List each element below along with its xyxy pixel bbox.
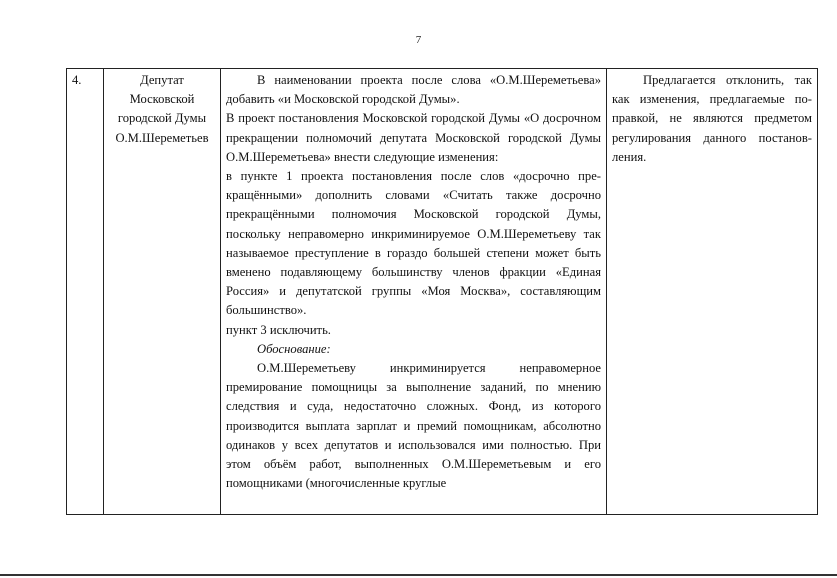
author-line: Депутат bbox=[140, 73, 184, 87]
amendments-table bbox=[66, 68, 818, 515]
justification-text: О.М.Шереметьеву инкриминируется неправомерное премирование помощницы за выполнение заданий, по мнению следствия и суда, недостаточно сложных. Фонд, из которого производится выплата зарплат и премий помощникам, абсолютно одинаков у всех депутатов и использовался ими полностью. При этом объём работ, выполненных О.М.Шереметьевым и его помощниками (многочисленные круглые bbox=[226, 361, 601, 491]
author-line: Московской bbox=[129, 92, 195, 107]
author-line: О.М.Шереметьев bbox=[115, 130, 209, 145]
justification-heading: Обоснование: bbox=[257, 341, 331, 356]
amendment-paragraph: В проект постановления Московской городской Думы «О досрочном прекращении полномочий депутата Московской городской Думы О.М.Шереметьева» внести следующие изменения: bbox=[226, 111, 601, 164]
page-bottom-divider bbox=[0, 574, 837, 576]
committee-decision bbox=[607, 69, 818, 515]
amendment-paragraph: пункт 3 исключить. bbox=[226, 322, 331, 337]
decision-text: Предлагается отклонить, так как изменения, предлагаемые поправкой, не являются предметом регулирования данного постановления. bbox=[612, 73, 812, 164]
amendment-paragraph: В наименовании проекта после слова «О.М.Шереметьева» добавить «и Московской городской Думы». bbox=[226, 73, 601, 107]
author-line: городской Думы bbox=[117, 111, 207, 126]
table-row bbox=[67, 69, 818, 515]
row-number: 4. bbox=[67, 69, 104, 515]
amendment-paragraph: в пункте 1 проекта постановления после слов «досрочно прекращёнными» дополнить словами «Считать также досрочно прекращёнными полномочия Московской городской Думы, поскольку неправомерно инкриминируемое О.М.Шереметьеву так называемое преступление в гораздо большей степени может быть вменено подавляющему большинству членов фракции «Единая Россия» и депутатской группы «Моя Москва», составляющим большинство». bbox=[226, 169, 601, 318]
page-number: 7 bbox=[415, 34, 422, 46]
amendment-author bbox=[104, 69, 221, 515]
amendment-text bbox=[221, 69, 607, 515]
